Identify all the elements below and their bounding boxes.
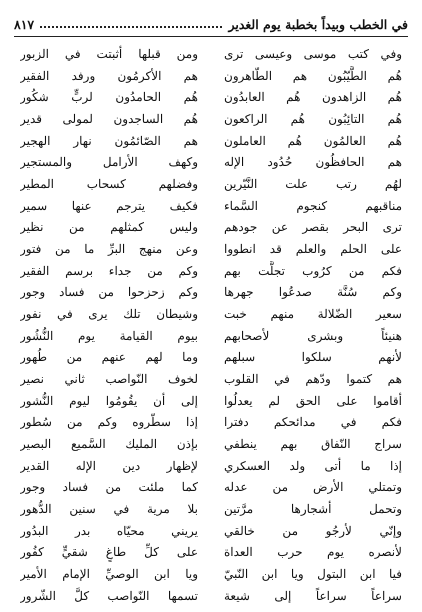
verse-line xyxy=(20,456,402,476)
verse-line xyxy=(20,347,402,367)
verse-second-hemistich: كما ملئت من فساد وجور xyxy=(20,480,198,495)
verse-line xyxy=(20,131,402,151)
verse-line xyxy=(20,66,402,86)
verse-line xyxy=(20,586,402,606)
verse-second-hemistich: وما لهم عنهم من طُهور xyxy=(20,350,198,365)
page-header xyxy=(14,14,408,34)
verse-first-hemistich: سعير الضّلالة منهم خبت xyxy=(224,307,402,322)
verse-second-hemistich: بإذن المليك السَّميع البصير xyxy=(20,437,198,452)
verse-first-hemistich: سراعاً سراعاً إلى شيعة xyxy=(224,588,402,603)
verse-first-hemistich: ترى البحر بقصر عن جودهم xyxy=(224,220,402,235)
verse-second-hemistich: وشيطان تلك يرى في نفور xyxy=(20,307,198,322)
verse-first-hemistich: وفي كتب موسى وعيسى ترى xyxy=(224,47,402,61)
verse-second-hemistich: بيوم القيامة يوم النُّشُور xyxy=(20,328,198,343)
verse-first-hemistich: فكم في مدائحكم دفترا xyxy=(224,415,402,430)
verse-first-hemistich: وتمتلي الأرض من عدله xyxy=(224,480,402,495)
verse-first-hemistich: سراج النّفاق بهم ينطفي xyxy=(224,437,402,452)
verse-second-hemistich: فكيف يترجم عنها سمير xyxy=(20,198,198,213)
verse-first-hemistich: إذا ما أتى ولد العسكري xyxy=(224,458,402,473)
verse-second-hemistich: وفضلهم كسحاب المطير xyxy=(20,177,198,192)
verse-line xyxy=(20,499,402,519)
verse-line xyxy=(20,282,402,302)
verse-second-hemistich: على كلِّ طاغٍ شقيٍّ كفُور xyxy=(20,545,198,560)
verse-first-hemistich: وإنّي لأرجُو من خالقي xyxy=(224,523,402,538)
verse-first-hemistich: وتحمل أشجارها مرَّتين xyxy=(224,502,402,517)
verse-first-hemistich: هُم الطَّيّبُون هم الطّاهرون xyxy=(224,68,402,83)
verse-second-hemistich: تسمها النّواصب كلَّ الشّرور xyxy=(20,588,198,603)
verse-second-hemistich: بلا مرية في سنين الدُّهور xyxy=(20,502,198,517)
verse-line xyxy=(20,217,402,237)
verse-second-hemistich: إذا سطّروه وكم من سُطور xyxy=(20,415,198,430)
verse-line xyxy=(20,521,402,541)
verse-line xyxy=(20,564,402,584)
verse-second-hemistich: لخوف النّواصب ثاني نصير xyxy=(20,372,198,387)
verse-line xyxy=(20,152,402,172)
verse-second-hemistich: وعن منهج البرِّ ما من فتور xyxy=(20,242,198,257)
running-title: في الخطب وبيداً بخطبة يوم الغدير xyxy=(228,16,408,32)
page-number: ٨١٧ xyxy=(14,16,35,32)
verse-line xyxy=(20,326,402,346)
verse-second-hemistich: هم الأكرمُون ورفد الفقير xyxy=(20,68,198,83)
verse-first-hemistich: هم كتموا ودّهم في القلوب xyxy=(224,372,402,387)
verse-first-hemistich: على الحلم والعلم قد انطووا xyxy=(224,242,402,257)
verse-second-hemistich: لإظهار دين الإله القدير xyxy=(20,458,198,473)
verse-line xyxy=(20,369,402,389)
verse-first-hemistich: فيا ابن البتول ويا ابن النّبيّ xyxy=(224,567,402,582)
verse-first-hemistich: لأنهم سلكوا سبلهم xyxy=(224,350,402,365)
verse-first-hemistich: فكم من كرُوب تجلَّت بهم xyxy=(224,263,402,278)
verse-line xyxy=(20,542,402,562)
verse-line xyxy=(20,434,402,454)
verse-first-hemistich: هُم العالمُون هُم العاملون xyxy=(224,133,402,148)
verse-second-hemistich: هُم الساجدون لمولى قدير xyxy=(20,112,198,127)
verse-first-hemistich: لهُم رتب علت النَّيّرين xyxy=(224,177,402,192)
verse-first-hemistich: مناقبهم كنجوم السَّماء xyxy=(224,198,402,213)
verse-line xyxy=(20,44,402,64)
verse-first-hemistich: هنيئاً وبشرى لأصحابهم xyxy=(224,328,402,343)
verse-first-hemistich: لأنصره يوم حرب العداة xyxy=(224,545,402,560)
verse-line xyxy=(20,391,402,411)
poem-body xyxy=(20,44,402,606)
verse-line xyxy=(20,412,402,432)
verse-first-hemistich: هُم التائِبُون هُم الراكعون xyxy=(224,112,402,127)
verse-line xyxy=(20,239,402,259)
verse-line xyxy=(20,196,402,216)
verse-line xyxy=(20,87,402,107)
header-dot-leader xyxy=(40,26,222,28)
verse-line xyxy=(20,261,402,281)
verse-line xyxy=(20,109,402,129)
verse-first-hemistich: هم الحافظُون حُدُود الإله xyxy=(224,155,402,170)
verse-second-hemistich: ومن قبلها أثبتت في الزبور xyxy=(20,47,198,61)
verse-second-hemistich: يريني محيّاه بدر البدُور xyxy=(20,523,198,538)
verse-line xyxy=(20,174,402,194)
verse-second-hemistich: وكم من جداء برسم الفقير xyxy=(20,263,198,278)
verse-second-hemistich: إلى أن يقُومُوا ليوم النُّشور xyxy=(20,393,198,408)
verse-second-hemistich: وكم زحزحوا من فساد وجور xyxy=(20,285,198,300)
verse-first-hemistich: هُم الزاهدون هُم العابدُون xyxy=(224,90,402,105)
header-rule xyxy=(14,36,408,37)
verse-line xyxy=(20,477,402,497)
verse-second-hemistich: وليس كمثلهم من نظير xyxy=(20,220,198,235)
verse-second-hemistich: هم الصّائمُون نهار الهجير xyxy=(20,133,198,148)
verse-second-hemistich: هُم الحامدُون لربٍّ شكُور xyxy=(20,90,198,105)
verse-line xyxy=(20,304,402,324)
verse-second-hemistich: وكهف الأرامل والمستجير xyxy=(20,155,198,170)
verse-second-hemistich: ويا ابن الوصيِّ الإمام الأمير xyxy=(20,567,198,582)
verse-first-hemistich: وكم سُنَّة صدعُوا جهرها xyxy=(224,285,402,300)
verse-first-hemistich: أقاموا على الحق لم يعدلُوا xyxy=(224,393,402,408)
